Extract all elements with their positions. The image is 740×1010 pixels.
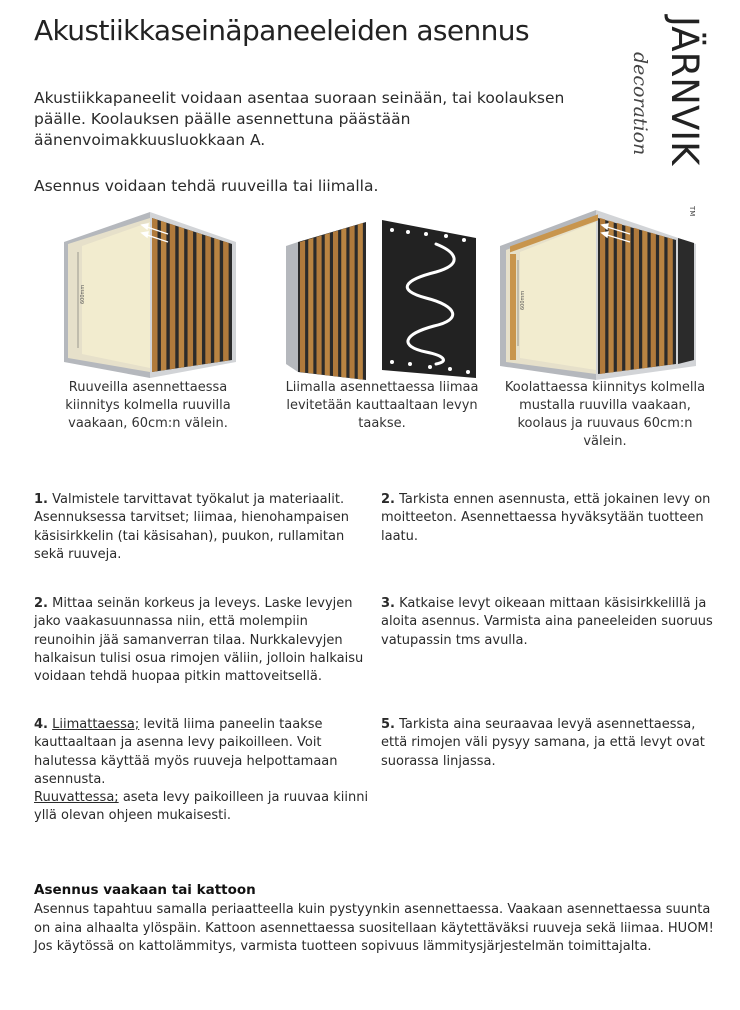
step-text: Tarkista aina seuraavaa levyä asennettaessa, että rimojen väli pysyy samana, ja että levyt ovat suorassa linjassa. xyxy=(381,717,705,769)
step-text-screw: aseta levy paikoilleen ja ruuvaa kiinni yllä olevan ohjeen mukaisesti. xyxy=(34,790,369,824)
wood-slat xyxy=(196,232,202,365)
wood-slat xyxy=(214,238,220,362)
step-text-glue: levitä liima paneelin taakse kauttaaltaan ja asenna levy paikoilleen. Voit halutessa käyttää myös ruuveja helpottamaan asennusta. xyxy=(34,717,338,787)
step-number: 2. xyxy=(381,492,395,507)
ceiling-section-title: Asennus vaakaan tai kattoon xyxy=(34,882,256,898)
logo-brand: JÄRNVIK xyxy=(663,16,706,166)
wood-slat xyxy=(223,241,229,361)
measure-label: 600mm xyxy=(520,290,526,310)
wood-slat xyxy=(333,230,338,376)
wood-slat xyxy=(608,220,613,372)
step-label-screw: Ruuvattessa; xyxy=(34,790,119,806)
illustration-battens xyxy=(500,210,696,380)
step-2b xyxy=(34,595,366,686)
page-title: Akustiikkaseinäpaneeleiden asennus xyxy=(34,14,529,47)
step-number: 1. xyxy=(34,492,48,507)
wood-slat xyxy=(350,225,355,378)
wood-slats xyxy=(600,218,673,374)
wood-slat xyxy=(317,235,322,374)
wood-slat xyxy=(358,223,363,380)
wood-slat xyxy=(188,230,194,367)
intro-method: Asennus voidaan tehdä ruuveilla tai liimalla. xyxy=(34,177,379,195)
wood-slat xyxy=(205,235,211,364)
step-text: Tarkista ennen asennusta, että jokainen levy on moitteeton. Asennettaessa hyväksytään tuotteen laatu. xyxy=(381,492,711,544)
step-label-glue: Liimattaessa; xyxy=(52,717,140,732)
step-text: Katkaise levyt oikeaan mittaan käsisirkkelillä ja aloita asennus. Varmista aina paneeleiden suoruus vatupassin tms avulla. xyxy=(381,596,713,648)
wood-slat xyxy=(625,225,630,370)
logo-tm: TM xyxy=(688,206,696,217)
wood-slat xyxy=(642,230,647,368)
wood-slat xyxy=(659,235,664,366)
step-number: 2. xyxy=(34,596,48,611)
step-4 xyxy=(34,716,370,826)
ceiling-section-text: Asennus tapahtuu samalla periaatteella kuin pystyynkin asennettaessa. Vaakaan asennettaessa suunta on aina alhaalta ylöspäin. Kattoon asennettaessa suositellaan käytettäväksi ruuveja sekä liimaa. HUOM! Jos käytössä on kattolämmitys, varmista tuotteen sopivuus lämmitysjärjestelmän toimittajalta. xyxy=(34,902,714,954)
wood-slat xyxy=(170,224,176,370)
wood-slat xyxy=(325,233,330,376)
wood-slat xyxy=(179,227,185,368)
measure-label: 600mm xyxy=(80,284,86,304)
logo-tagline: decoration xyxy=(629,52,651,156)
wood-slat xyxy=(308,238,313,374)
wood-slat xyxy=(600,218,605,374)
brand-logo xyxy=(628,10,706,225)
step-number: 5. xyxy=(381,717,395,732)
wood-slat xyxy=(617,223,622,372)
caption-glue: Liimalla asennettaessa liimaa levitetään kauttaaltaan levyn taakse. xyxy=(285,380,479,431)
illustration-screws xyxy=(64,212,236,378)
wood-slat xyxy=(668,238,673,366)
wood-slat xyxy=(161,221,167,371)
step-1 xyxy=(34,491,374,564)
wood-slat xyxy=(341,228,346,378)
caption-battens: Koolattaessa kiinnitys kolmella mustalla ruuvilla vaakaan, koolaus ja ruuvaus 60cm:n välein. xyxy=(504,380,706,449)
step-2a xyxy=(381,491,711,546)
step-text: Mittaa seinän korkeus ja leveys. Laske levyjen jako vaakasuunnassa niin, että molempiin reunoihin jää samanverran tilaa. Nurkkalevyjen halkaisun tulisi osua rimojen väliin, jolloin halkaisu voidaan tehdä huopaa pitkin mattoveitsellä. xyxy=(34,596,364,685)
wood-slat xyxy=(152,218,158,372)
step-number: 3. xyxy=(381,596,395,611)
step-number: 4. xyxy=(34,717,48,732)
caption-screws: Ruuveilla asennettaessa kiinnitys kolmella ruuvilla vaakaan, 60cm:n välein. xyxy=(65,380,231,431)
wood-slat xyxy=(300,240,305,372)
illustration-glue xyxy=(286,212,478,380)
wood-slat xyxy=(651,233,656,368)
wood-slat xyxy=(634,228,639,370)
step-5 xyxy=(381,716,715,771)
step-text: Valmistele tarvittavat työkalut ja materiaalit. Asennuksessa tarvitset; liimaa, hienohampaisen käsisirkkelin (tai käsisahan), puukon, rullamitan sekä ruuveja. xyxy=(34,492,349,562)
intro-paragraph: Akustiikkapaneelit voidaan asentaa suoraan seinään, tai koolauksen päälle. Koolauksen päälle asennettuna päästään äänenvoimakkuusluokkaan A. xyxy=(34,89,565,149)
step-3 xyxy=(381,595,719,650)
